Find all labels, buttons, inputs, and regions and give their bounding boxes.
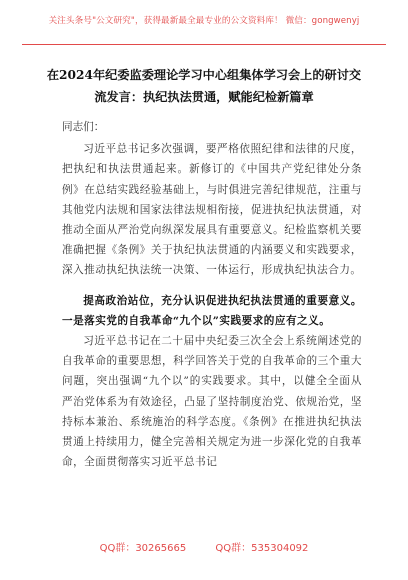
footer-qq-group-1: QQ群：30265665 [99,543,187,554]
header-divider [22,44,386,45]
salutation: 同志们： [62,121,105,133]
document-title: 在2024年纪委监委理论学习中心组集体学习会上的研讨交流发言：执纪执法贯通，赋能纪检新篇章 [46,68,362,104]
section-paragraph: 习近平总书记在二十届中央纪委三次全会上系统阐述党的自我革命的重要思想，科学回答关于党的自我革命的三个重大问题，突出强调“九个以”的实践要求。其中，以健全全面从严治党体系为有效途径，凸显了坚持制度治党、依规治党，坚持标本兼治、系统施治的科学态度。《条例》在推进执纪执法贯通上持续用力，健全完善相关规定为进一步深化党的自我革命，全面贯彻落实习近平总书记 [62,335,362,469]
paragraph-intro: 习近平总书记多次强调，要严格依照纪律和法律的尺度，把执纪和执法贯通起来。新修订的《中国共产党纪律处分条例》在总结实践经验基础上，与时俱进完善纪律规范，注重与其他党内法规和国家法律法规相衔接，促进执纪执法贯通，对推动全面从严治党向纵深发展具有重要意义。纪检监察机关要准确把握《条例》关于执纪执法贯通的内涵要义和实践要求，深入推动执纪执法统一决策、一体运行，形成执纪执法合力。 [62,143,362,277]
paragraph-gap [62,281,362,291]
section-heading: 提高政治站位，充分认识促进执纪执法贯通的重要意义。一是落实党的自我革命“九个以”实践要求的应有之义。 [62,294,362,327]
promo-header: 关注头条号"公文研究"，获得最新最全最专业的公文资料库！ 微信：gongwenyj [48,16,360,26]
footer-qq-group-2: QQ群：535304092 [215,543,309,554]
document-body [62,117,362,472]
qq-footer [0,539,408,554]
